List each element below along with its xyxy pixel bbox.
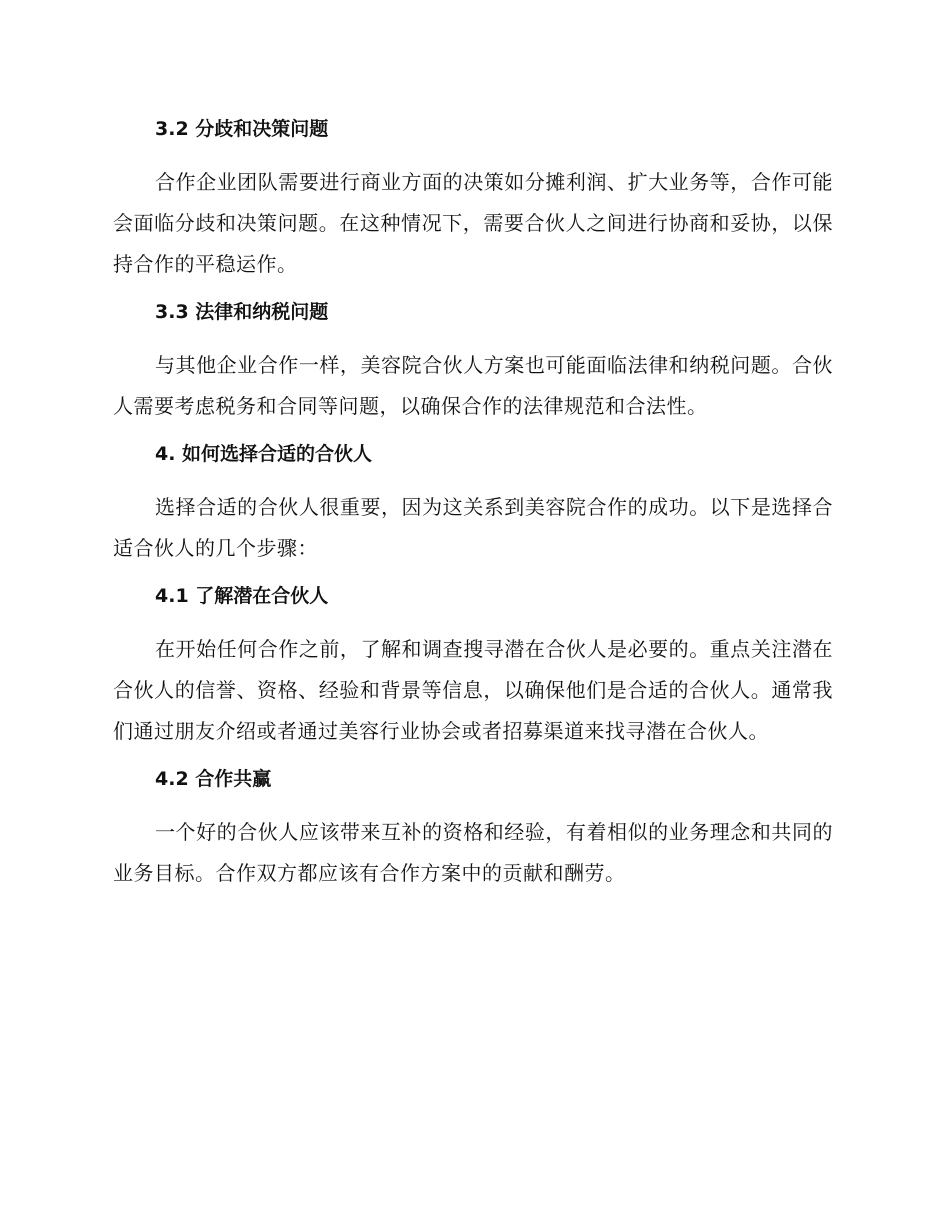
section-heading-3-2: 3.2 分歧和决策问题 bbox=[155, 118, 329, 140]
section-paragraph-4: 选择合适的合伙人很重要，因为这关系到美容院合作的成功。以下是选择合适合伙人的几个步骤： bbox=[113, 495, 833, 560]
section-heading-4: 4. 如何选择合适的合伙人 bbox=[155, 443, 373, 465]
section-paragraph-3-3: 与其他企业合作一样，美容院合伙人方案也可能面临法律和纳税问题。合伙人需要考虑税务和合同等问题，以确保合作的法律规范和合法性。 bbox=[113, 353, 833, 418]
section-heading-4-1: 4.1 了解潜在合伙人 bbox=[155, 585, 329, 607]
document-body bbox=[113, 112, 833, 904]
section-paragraph-3-2: 合作企业团队需要进行商业方面的决策如分摊利润、扩大业务等，合作可能会面临分歧和决策问题。在这种情况下，需要合伙人之间进行协商和妥协，以保持合作的平稳运作。 bbox=[113, 170, 833, 276]
section-paragraph-4-2: 一个好的合伙人应该带来互补的资格和经验，有着相似的业务理念和共同的业务目标。合作双方都应该有合作方案中的贡献和酬劳。 bbox=[113, 820, 833, 885]
section-heading-4-2: 4.2 合作共赢 bbox=[155, 768, 272, 790]
section-paragraph-4-1: 在开始任何合作之前，了解和调查搜寻潜在合伙人是必要的。重点关注潜在合伙人的信誉、资格、经验和背景等信息，以确保他们是合适的合伙人。通常我们通过朋友介绍或者通过美容行业协会或者招募渠道来找寻潜在合伙人。 bbox=[113, 637, 833, 743]
section-heading-3-3: 3.3 法律和纳税问题 bbox=[155, 301, 329, 323]
